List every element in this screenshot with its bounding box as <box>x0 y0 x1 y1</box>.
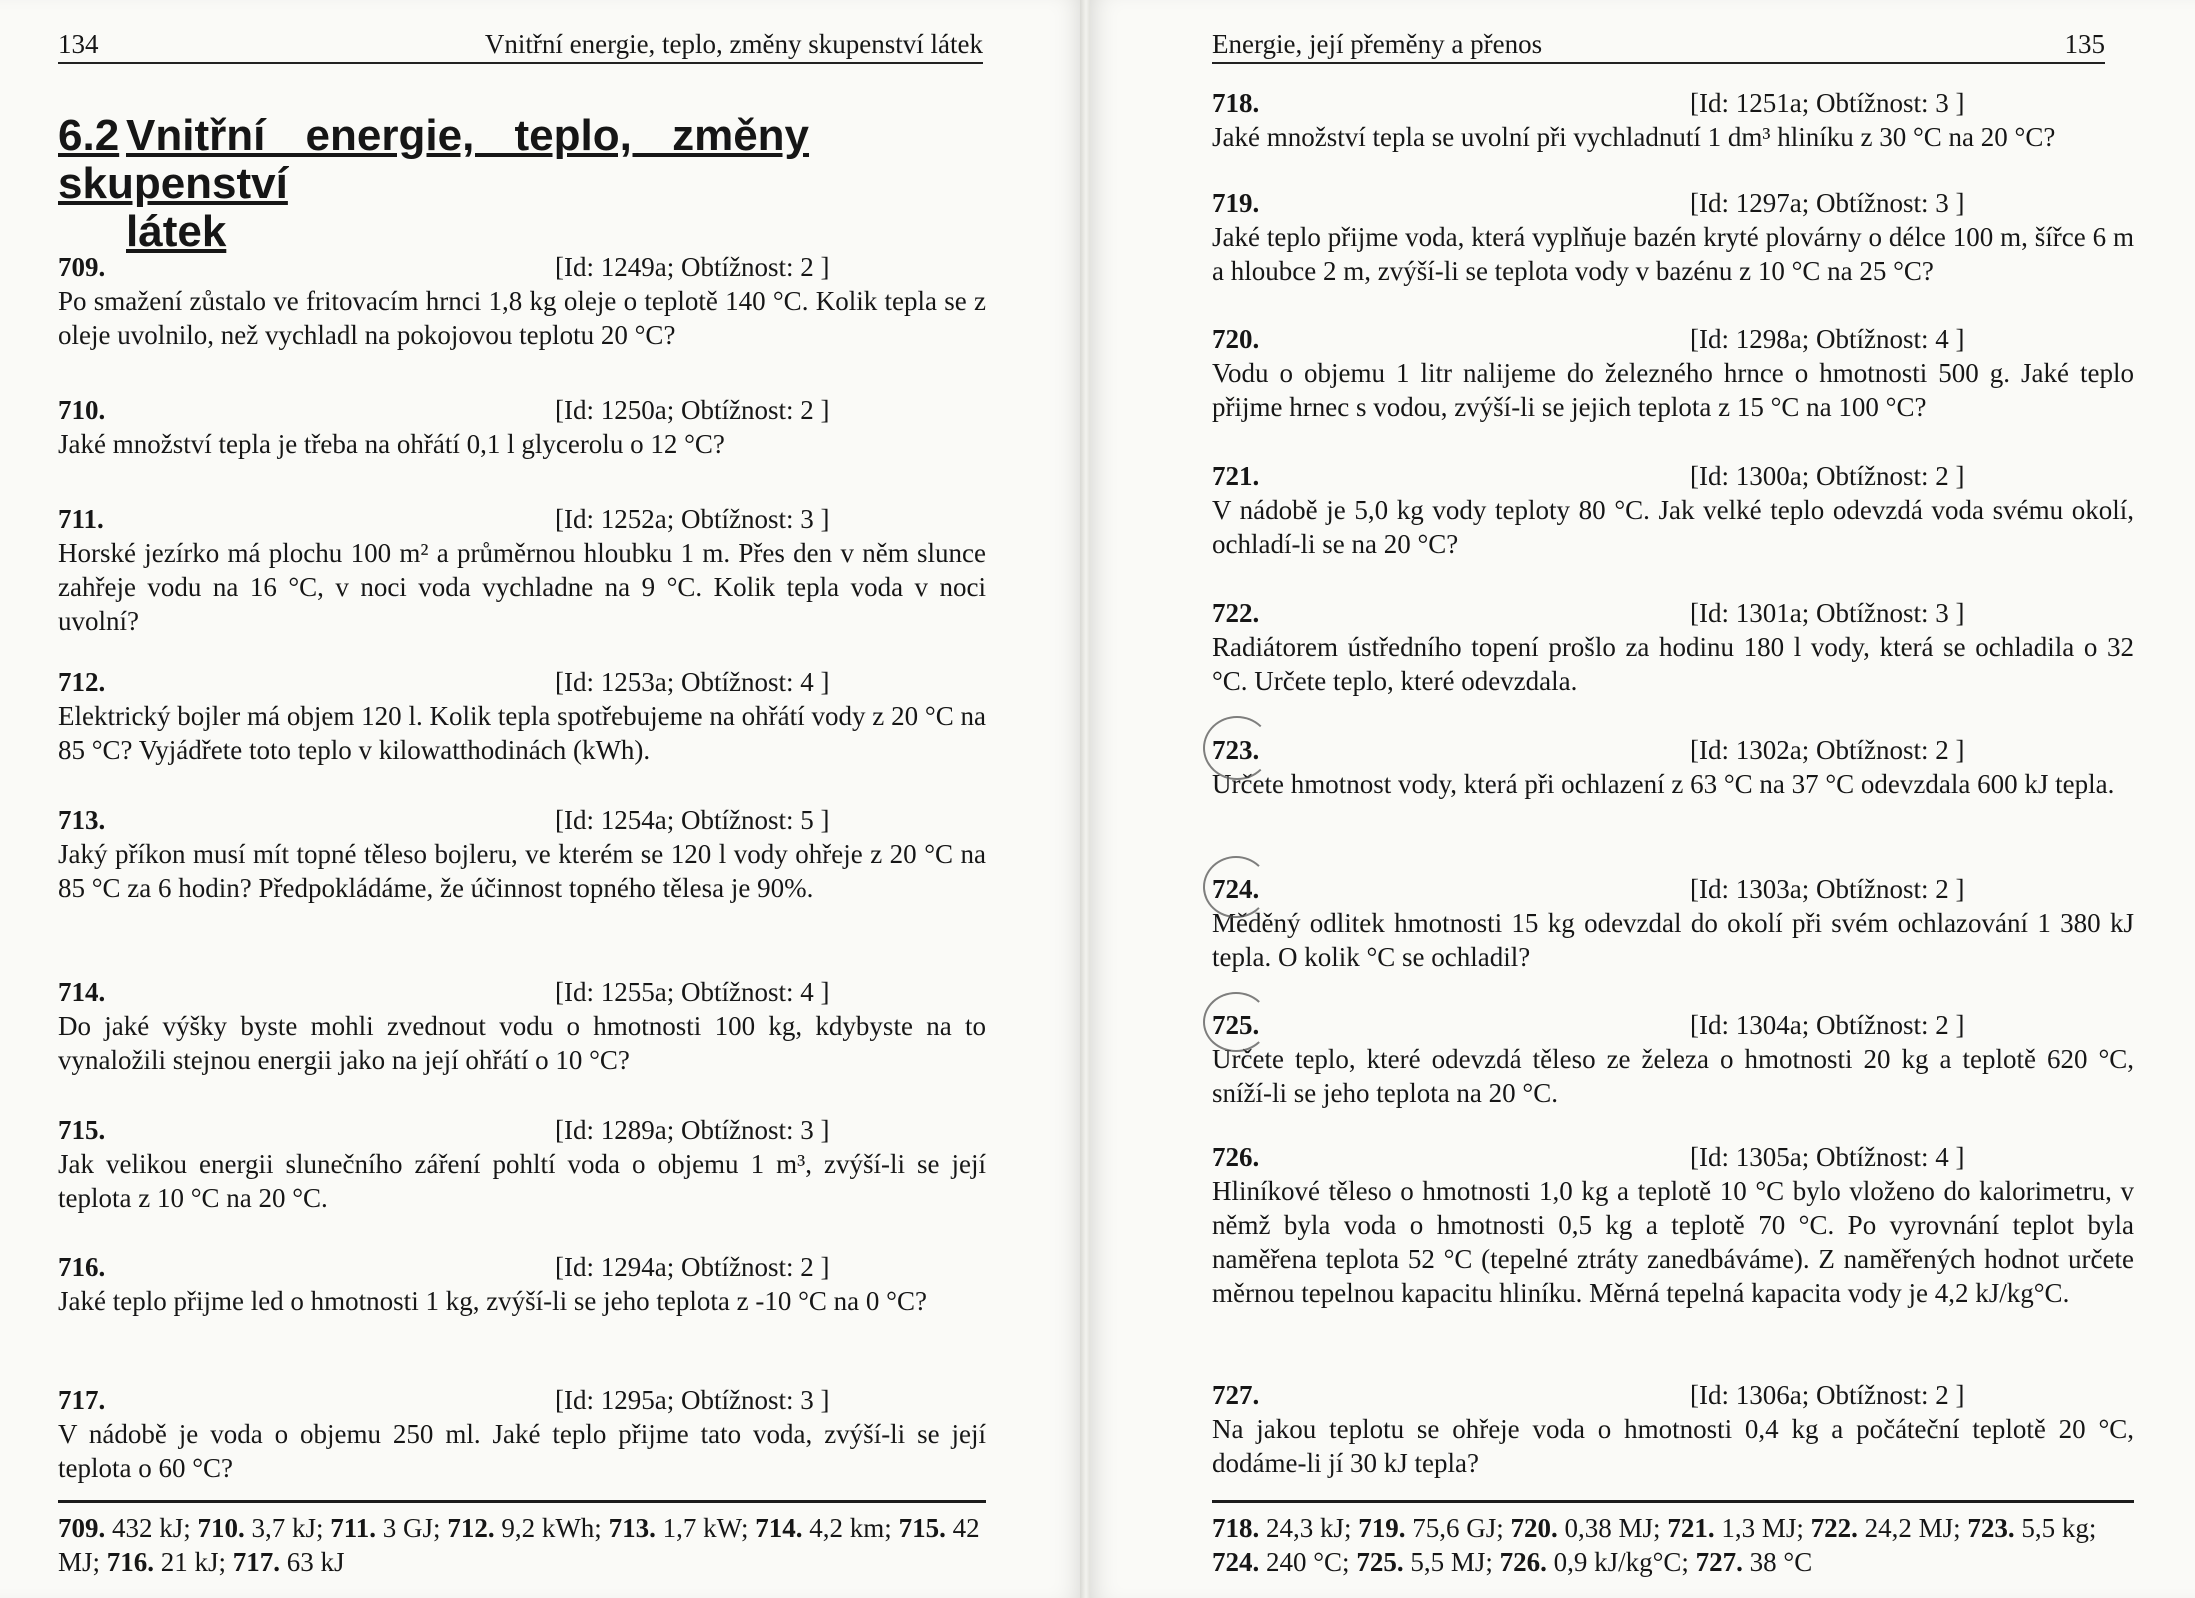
answers-block <box>58 1500 986 1579</box>
answer-number: 718. <box>1212 1513 1260 1543</box>
problem-text: Jaké teplo přijme led o hmotnosti 1 kg, zvýší-li se jeho teplota z -10 °C na 0 °C? <box>58 1286 927 1316</box>
answer-number: 710. <box>197 1513 245 1543</box>
answer-number: 726. <box>1499 1547 1547 1577</box>
section-number: 6.2 <box>58 111 120 160</box>
answer-number: 724. <box>1212 1547 1260 1577</box>
problem-number: 724. <box>1212 874 1260 904</box>
answer-number: 709. <box>58 1513 106 1543</box>
problem-id: [Id: 1303a; Obtížnost: 2 ] <box>1690 874 1965 904</box>
problem-721 <box>1212 459 2134 561</box>
problem-text: Horské jezírko má plochu 100 m² a průměrnou hloubku 1 m. Přes den v něm slunce zahřeje vodu na 16 °C, v noci voda vychladne na 9 °C. Kolik tepla voda v noci uvolní? <box>58 538 986 636</box>
problem-number: 711. <box>58 504 104 534</box>
answer-value: 3,7 kJ; <box>251 1513 324 1543</box>
problem-text: Určete hmotnost vody, která při ochlazení z 63 °C na 37 °C odevzdala 600 kJ tepla. <box>1212 769 2115 799</box>
problem-726 <box>1212 1140 2134 1310</box>
right-page <box>1090 0 2195 1598</box>
problem-text: Jaký příkon musí mít topné těleso bojleru, ve kterém se 120 l vody ohřeje z 20 °C na 85 °C za 6 hodin? Předpokládáme, že účinnost topného tělesa je 90%. <box>58 839 986 903</box>
problem-id: [Id: 1249a; Obtížnost: 2 ] <box>555 252 830 282</box>
problem-number: 722. <box>1212 598 1260 628</box>
problem-id: [Id: 1295a; Obtížnost: 3 ] <box>555 1385 830 1415</box>
problem-id: [Id: 1252a; Obtížnost: 3 ] <box>555 504 830 534</box>
problem-716 <box>58 1250 986 1318</box>
answer-number: 714. <box>755 1513 803 1543</box>
answer-value: 5,5 kg; <box>2021 1513 2097 1543</box>
answer-value: 4,2 km; <box>809 1513 892 1543</box>
problem-number: 726. <box>1212 1142 1260 1172</box>
answer-number: 716. <box>106 1547 155 1577</box>
section-title <box>58 112 988 256</box>
answer-value: 9,2 kWh; <box>501 1513 602 1543</box>
problem-text: Na jakou teplotu se ohřeje voda o hmotnosti 0,4 kg a počáteční teplotě 20 °C, dodáme-li jí 30 kJ tepla? <box>1212 1414 2134 1478</box>
problem-text: Elektrický bojler má objem 120 l. Kolik tepla spotřebujeme na ohřátí vody z 20 °C na 85 °C? Vyjádřete toto teplo v kilowatthodinách (kWh). <box>58 701 986 765</box>
answer-number: 722. <box>1810 1513 1858 1543</box>
problem-id: [Id: 1254a; Obtížnost: 5 ] <box>555 805 830 835</box>
answer-value: 42 MJ; <box>58 1513 980 1577</box>
answer-value: 75,6 GJ; <box>1412 1513 1504 1543</box>
problem-text: Jak velikou energii slunečního záření pohltí voda o objemu 1 m³, zvýší-li se její teplota z 10 °C na 20 °C. <box>58 1149 986 1213</box>
answer-value: 0,9 kJ/kg°C; <box>1553 1547 1689 1577</box>
problem-724 <box>1212 872 2134 974</box>
pencil-mark <box>1203 992 1269 1052</box>
problem-723 <box>1212 733 2134 801</box>
problem-718 <box>1212 86 2134 154</box>
answer-number: 712. <box>447 1513 495 1543</box>
problem-719 <box>1212 186 2134 288</box>
answer-value: 63 kJ <box>286 1547 345 1577</box>
problem-text: Určete teplo, které odevzdá těleso ze železa o hmotnosti 20 kg a teplotě 620 °C, sníží-li se jeho teplota na 20 °C. <box>1212 1044 2134 1108</box>
problem-714 <box>58 975 986 1077</box>
problem-727 <box>1212 1378 2134 1480</box>
answer-number: 727. <box>1695 1547 1743 1577</box>
answer-value: 24,3 kJ; <box>1266 1513 1352 1543</box>
problem-number: 713. <box>58 805 106 835</box>
problem-id: [Id: 1289a; Obtížnost: 3 ] <box>555 1115 830 1145</box>
problem-number: 720. <box>1212 324 1260 354</box>
problem-text: Jaké množství tepla je třeba na ohřátí 0,1 l glycerolu o 12 °C? <box>58 429 725 459</box>
problem-number: 725. <box>1212 1010 1260 1040</box>
page-number: 134 <box>58 29 99 59</box>
running-title: Energie, její přeměny a přenos <box>1212 29 1543 59</box>
problem-id: [Id: 1297a; Obtížnost: 3 ] <box>1690 188 1965 218</box>
problem-id: [Id: 1250a; Obtížnost: 2 ] <box>555 395 830 425</box>
problem-id: [Id: 1253a; Obtížnost: 4 ] <box>555 667 830 697</box>
problem-id: [Id: 1302a; Obtížnost: 2 ] <box>1690 735 1965 765</box>
problem-715 <box>58 1113 986 1215</box>
problem-711 <box>58 502 986 638</box>
problem-text: Měděný odlitek hmotnosti 15 kg odevzdal do okolí při svém ochlazování 1 380 kJ tepla. O kolik °C se ochladil? <box>1212 908 2134 972</box>
problem-713 <box>58 803 986 905</box>
answer-value: 240 °C; <box>1266 1547 1350 1577</box>
problem-number: 709. <box>58 252 106 282</box>
answers-block <box>1212 1500 2134 1579</box>
answer-value: 21 kJ; <box>160 1547 227 1577</box>
problem-709 <box>58 250 986 352</box>
problem-720 <box>1212 322 2134 424</box>
problem-text: Po smažení zůstalo ve fritovacím hrnci 1,8 kg oleje o teplotě 140 °C. Kolik tepla se z oleje uvolnilo, než vychladl na pokojovou teplotu 20 °C? <box>58 286 986 350</box>
problem-id: [Id: 1255a; Obtížnost: 4 ] <box>555 977 830 1007</box>
problem-710 <box>58 393 986 461</box>
problem-725 <box>1212 1008 2134 1110</box>
problem-number: 719. <box>1212 188 1260 218</box>
running-head <box>58 24 983 64</box>
problem-id: [Id: 1251a; Obtížnost: 3 ] <box>1690 88 1965 118</box>
problem-text: Vodu o objemu 1 litr nalijeme do železného hrnce o hmotnosti 500 g. Jaké teplo přijme hrnec s vodou, zvýší-li se jejich teplota z 15 °C na 100 °C? <box>1212 358 2134 422</box>
answer-value: 5,5 MJ; <box>1410 1547 1493 1577</box>
answer-number: 715. <box>898 1513 946 1543</box>
problem-number: 716. <box>58 1252 106 1282</box>
answer-value: 1,3 MJ; <box>1721 1513 1804 1543</box>
problem-number: 710. <box>58 395 106 425</box>
problem-text: V nádobě je voda o objemu 250 ml. Jaké teplo přijme tato voda, zvýší-li se její teplota o 60 °C? <box>58 1419 986 1483</box>
problem-number: 718. <box>1212 88 1260 118</box>
answer-number: 721. <box>1667 1513 1715 1543</box>
problem-id: [Id: 1305a; Obtížnost: 4 ] <box>1690 1142 1965 1172</box>
problem-number: 721. <box>1212 461 1260 491</box>
answer-number: 720. <box>1510 1513 1558 1543</box>
section-title-line1: Vnitřní energie, teplo, změny skupenství <box>58 111 810 208</box>
left-page <box>0 0 1082 1598</box>
problem-number: 712. <box>58 667 106 697</box>
problem-number: 717. <box>58 1385 106 1415</box>
answer-number: 725. <box>1356 1547 1404 1577</box>
problem-id: [Id: 1301a; Obtížnost: 3 ] <box>1690 598 1965 628</box>
problem-text: Hliníkové těleso o hmotnosti 1,0 kg a teplotě 10 °C bylo vloženo do kalorimetru, v němž byla voda o hmotnosti 0,5 kg a teplotě 70 °C. Po vyrovnání teplot byla naměřena teplota 52 °C (tepelné ztráty zanedbáváme). Z naměřených hodnot určete měrnou tepelnou kapacitu hliníku. Měrná tepelná kapacita vody je 4,2 kJ/kg°C. <box>1212 1176 2134 1308</box>
problem-number: 714. <box>58 977 106 1007</box>
problem-text: Jaké množství tepla se uvolní při vychladnutí 1 dm³ hliníku z 30 °C na 20 °C? <box>1212 122 2056 152</box>
answer-value: 38 °C <box>1749 1547 1813 1577</box>
pencil-mark <box>1203 716 1271 780</box>
answer-number: 717. <box>232 1547 281 1577</box>
problem-number: 723. <box>1212 735 1260 765</box>
answer-number: 711. <box>330 1513 377 1543</box>
problem-text: Do jaké výšky byste mohli zvednout vodu o hmotnosti 100 kg, kdybyste na to vynaložili stejnou energii jako na její ohřátí o 10 °C? <box>58 1011 986 1075</box>
problem-722 <box>1212 596 2134 698</box>
problem-id: [Id: 1304a; Obtížnost: 2 ] <box>1690 1010 1965 1040</box>
running-title: Vnitřní energie, teplo, změny skupenství látek <box>484 29 983 59</box>
answer-value: 3 GJ; <box>382 1513 441 1543</box>
page-number: 135 <box>2064 29 2105 59</box>
problem-text: Radiátorem ústředního topení prošlo za hodinu 180 l vody, která se ochladila o 32 °C. Určete teplo, které odevzdala. <box>1212 632 2134 696</box>
problem-id: [Id: 1306a; Obtížnost: 2 ] <box>1690 1380 1965 1410</box>
problem-id: [Id: 1300a; Obtížnost: 2 ] <box>1690 461 1965 491</box>
problem-id: [Id: 1298a; Obtížnost: 4 ] <box>1690 324 1965 354</box>
problem-number: 727. <box>1212 1380 1260 1410</box>
answer-number: 723. <box>1967 1513 2015 1543</box>
problem-717 <box>58 1383 986 1485</box>
problem-id: [Id: 1294a; Obtížnost: 2 ] <box>555 1252 830 1282</box>
running-head <box>1212 24 2105 64</box>
answer-value: 432 kJ; <box>112 1513 191 1543</box>
answer-number: 713. <box>608 1513 656 1543</box>
answer-value: 24,2 MJ; <box>1864 1513 1961 1543</box>
section-title-line2: látek <box>126 207 227 256</box>
answer-value: 1,7 kW; <box>662 1513 749 1543</box>
answer-number: 719. <box>1358 1513 1406 1543</box>
problem-number: 715. <box>58 1115 106 1145</box>
problem-text: V nádobě je 5,0 kg vody teploty 80 °C. Jak velké teplo odevzdá voda svému okolí, ochladí-li se na 20 °C? <box>1212 495 2134 559</box>
problem-712 <box>58 665 986 767</box>
answer-value: 0,38 MJ; <box>1564 1513 1661 1543</box>
problem-text: Jaké teplo přijme voda, která vyplňuje bazén kryté plovárny o délce 100 m, šířce 6 m a hloubce 2 m, zvýší-li se teplota vody v bazénu z 10 °C na 25 °C? <box>1212 222 2134 286</box>
pencil-mark <box>1203 856 1269 918</box>
